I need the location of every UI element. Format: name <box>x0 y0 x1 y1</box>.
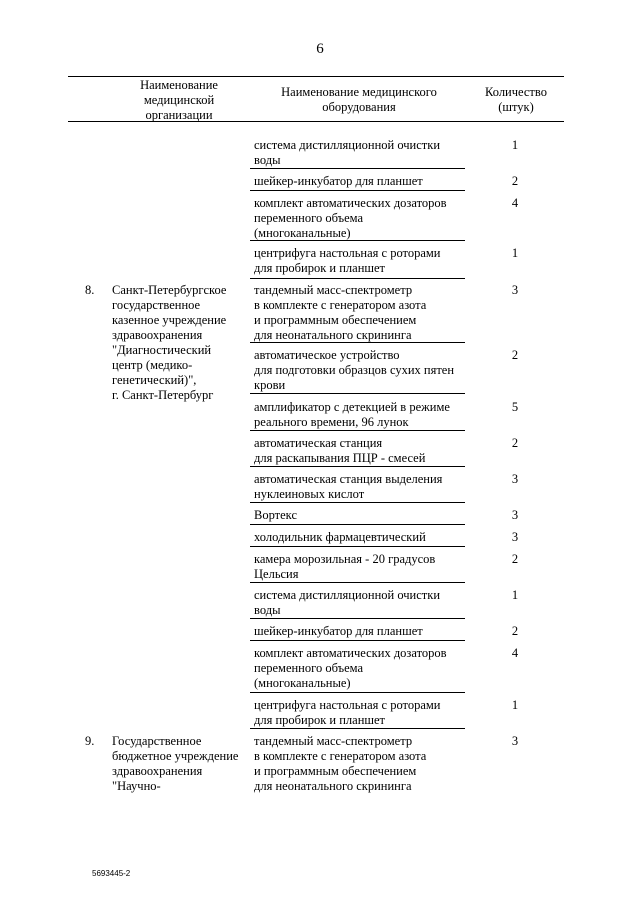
equipment-name: камера морозильная - 20 градусов Цельсия <box>254 552 436 581</box>
equipment-name: комплект автоматических дозаторов переменного объема (многоканальные) <box>254 646 447 690</box>
equipment-quantity: 2 <box>511 174 519 188</box>
row-divider <box>250 342 465 343</box>
equipment-name: Вортекс <box>254 508 297 522</box>
equipment-name: автоматическое устройство для подготовки образцов сухих пятен крови <box>254 348 455 392</box>
row-number: 9. <box>85 734 95 748</box>
row-divider <box>250 466 465 467</box>
row-divider <box>250 582 465 583</box>
row-divider <box>250 393 465 394</box>
equipment-quantity: 3 <box>511 283 519 297</box>
organization-name: Санкт-Петербургское государственное казенное учреждение здравоохранения "Диагностический центр (медико- генетический)", г. Санкт-Петербург <box>112 283 227 402</box>
header-equipment: Наименование медицинского оборудования <box>281 85 437 114</box>
row-divider <box>250 728 465 729</box>
equipment-quantity: 4 <box>511 196 519 210</box>
equipment-name: автоматическая станция выделения нуклеиновых кислот <box>254 472 443 501</box>
header-quantity: Количество (штук) <box>485 85 547 114</box>
row-divider <box>250 524 465 525</box>
equipment-name: комплект автоматических дозаторов переменного объема (многоканальные) <box>254 196 447 240</box>
row-divider <box>250 430 465 431</box>
document-code: 5693445-2 <box>92 869 131 878</box>
equipment-name: амплификатор с детекцией в режиме реального времени, 96 лунок <box>254 400 450 429</box>
equipment-quantity: 3 <box>511 530 519 544</box>
page-number: 6 <box>316 41 324 57</box>
equipment-name: шейкер-инкубатор для планшет <box>254 624 423 638</box>
row-divider <box>250 618 465 619</box>
row-divider <box>250 240 465 241</box>
equipment-name: тандемный масс-спектрометр в комплекте с генератором азота и программным обеспечением для неонатального скрининга <box>254 283 427 342</box>
row-divider <box>250 168 465 169</box>
equipment-quantity: 3 <box>511 734 519 748</box>
equipment-name: система дистилляционной очистки воды <box>254 138 441 167</box>
row-number: 8. <box>85 283 95 297</box>
row-divider <box>250 190 465 191</box>
equipment-quantity: 1 <box>511 246 519 260</box>
equipment-quantity: 3 <box>511 472 519 486</box>
row-divider <box>250 278 465 279</box>
equipment-quantity: 2 <box>511 624 519 638</box>
equipment-name: автоматическая станция для раскапывания ПЦР - смесей <box>254 436 426 465</box>
equipment-quantity: 5 <box>511 400 519 414</box>
row-divider <box>250 546 465 547</box>
row-divider <box>250 502 465 503</box>
equipment-name: центрифуга настольная с роторами для пробирок и планшет <box>254 246 441 275</box>
equipment-name: холодильник фармацевтический <box>254 530 426 544</box>
equipment-name: тандемный масс-спектрометр в комплекте с генератором азота и программным обеспечением для неонатального скрининга <box>254 734 427 793</box>
row-divider <box>250 640 465 641</box>
row-divider <box>250 692 465 693</box>
table-top-rule <box>68 76 564 77</box>
equipment-name: система дистилляционной очистки воды <box>254 588 441 617</box>
equipment-quantity: 1 <box>511 698 519 712</box>
header-organization: Наименование медицинской организации <box>140 78 218 122</box>
header-bottom-rule <box>68 121 564 122</box>
organization-name: Государственное бюджетное учреждение здравоохранения "Научно- <box>112 734 239 793</box>
equipment-name: центрифуга настольная с роторами для пробирок и планшет <box>254 698 441 727</box>
equipment-quantity: 2 <box>511 348 519 362</box>
equipment-quantity: 3 <box>511 508 519 522</box>
equipment-quantity: 2 <box>511 436 519 450</box>
equipment-quantity: 1 <box>511 138 519 152</box>
equipment-quantity: 2 <box>511 552 519 566</box>
equipment-quantity: 4 <box>511 646 519 660</box>
equipment-quantity: 1 <box>511 588 519 602</box>
equipment-name: шейкер-инкубатор для планшет <box>254 174 423 188</box>
